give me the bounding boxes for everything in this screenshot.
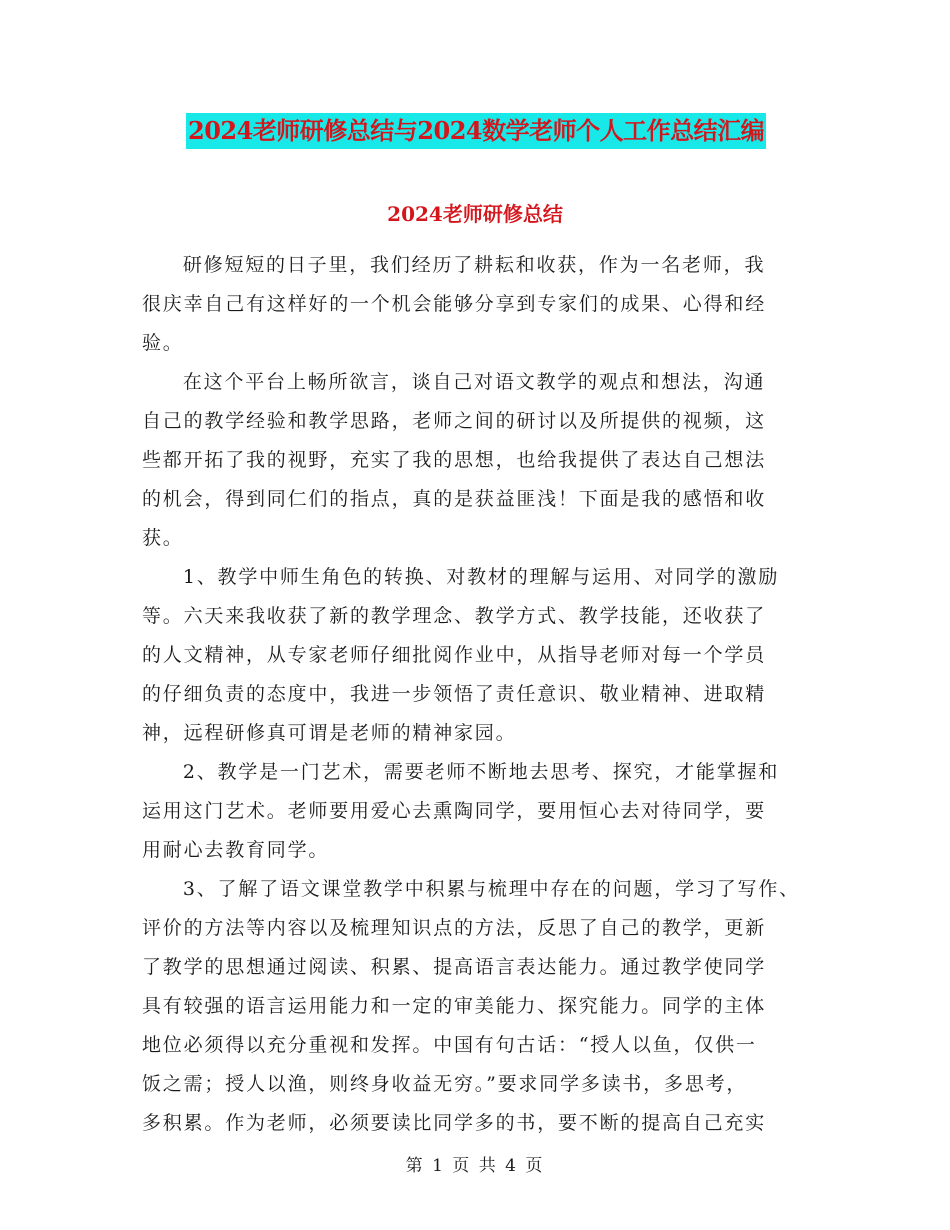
text-line: 很庆幸自己有这样好的一个机会能够分享到专家们的成果、心得和经 <box>142 293 767 315</box>
text-line: 些都开拓了我的视野，充实了我的思想，也给我提供了表达自己想法 <box>142 449 767 471</box>
text-line: 地位必须得以充分重视和发挥。中国有句古话：“授人以鱼，仅供一 <box>142 1034 757 1056</box>
text-line: 饭之需；授人以渔，则终身收益无穷。”要求同学多读书，多思考， <box>142 1073 748 1095</box>
text-line: 等。六天来我收获了新的教学理念、教学方式、教学技能，还收获了 <box>142 605 767 627</box>
text-line: 在这个平台上畅所欲言，谈自己对语文教学的观点和想法，沟通 <box>182 371 766 393</box>
text-line: 评价的方法等内容以及梳理知识点的方法，反思了自己的教学，更新 <box>142 917 767 939</box>
paragraph-4 <box>142 753 812 870</box>
text-line: 验。 <box>142 332 184 354</box>
section-title: 2024老师研修总结 <box>387 202 563 226</box>
document-body <box>142 246 812 1143</box>
text-line: 用耐心去教育同学。 <box>142 839 330 861</box>
document-title: 2024老师研修总结与2024数学老师个人工作总结汇编 <box>186 113 766 149</box>
text-line: 的机会，得到同仁们的指点，真的是获益匪浅！下面是我的感悟和收 <box>142 488 767 510</box>
text-line: 神，远程研修真可谓是老师的精神家园。 <box>142 722 517 744</box>
paragraph-1 <box>142 246 812 363</box>
text-line: 具有较强的语言运用能力和一定的审美能力、探究能力。同学的主体 <box>142 995 767 1017</box>
paragraph-2 <box>142 363 812 558</box>
text-line: 2、教学是一门艺术，需要老师不断地去思考、探究，才能掌握和 <box>182 761 780 783</box>
text-line: 的人文精神，从专家老师仔细批阅作业中，从指导老师对每一个学员 <box>142 644 767 666</box>
text-line: 研修短短的日子里，我们经历了耕耘和收获，作为一名老师，我 <box>182 254 766 276</box>
text-line: 自己的教学经验和教学思路，老师之间的研讨以及所提供的视频，这 <box>142 410 767 432</box>
text-line: 多积累。作为老师，必须要读比同学多的书，要不断的提高自己充实 <box>142 1112 767 1134</box>
paragraph-5 <box>142 870 812 1143</box>
text-line: 运用这门艺术。老师要用爱心去熏陶同学，要用恒心去对待同学，要 <box>142 800 767 822</box>
paragraph-3 <box>142 558 812 753</box>
text-line: 1、教学中师生角色的转换、对教材的理解与运用、对同学的激励 <box>182 566 780 588</box>
page-number-footer: 第 1 页 共 4 页 <box>405 1156 545 1176</box>
text-line: 3、了解了语文课堂教学中积累与梳理中存在的问题，学习了写作、 <box>182 878 800 900</box>
text-line: 获。 <box>142 527 184 549</box>
text-line: 了教学的思想通过阅读、积累、提高语言表达能力。通过教学使同学 <box>142 956 767 978</box>
text-line: 的仔细负责的态度中，我进一步领悟了责任意识、敬业精神、进取精 <box>142 683 767 705</box>
